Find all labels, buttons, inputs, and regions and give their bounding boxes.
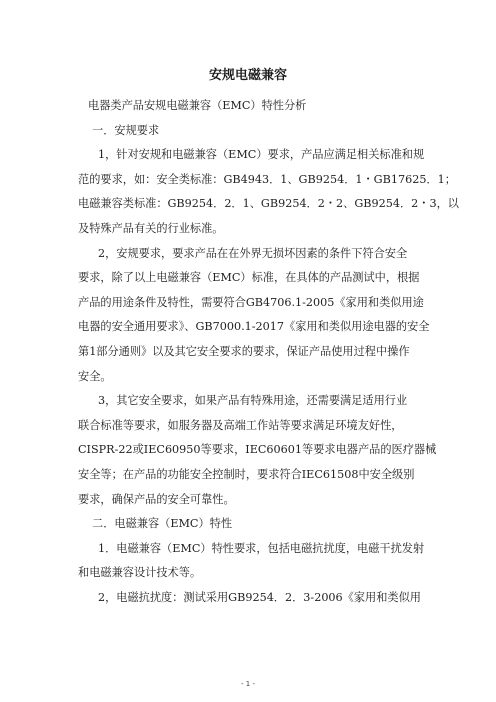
text-line: 及特殊产品有关的行业标准。 bbox=[78, 221, 224, 235]
text-line: 电器类产品安规电磁兼容（EMC）特性分析 bbox=[88, 99, 307, 112]
text-line: 第1部分通则》以及其它安全要求的要求，保证产品使用过程中操作 bbox=[78, 344, 410, 358]
section-heading: 二．电磁兼容（EMC）特性 bbox=[92, 517, 233, 531]
text-line: CISPR-22或IEC60950等要求，IEC60601等要求电器产品的医疗器械 bbox=[78, 443, 437, 457]
text-line: 1，针对安规和电磁兼容（EMC）要求，产品应满足相关标准和规 bbox=[98, 148, 425, 162]
body-text bbox=[78, 94, 459, 610]
page-number: - 1 - bbox=[241, 680, 255, 688]
text-line: 1．电磁兼容（EMC）特性要求，包括电磁抗扰度，电磁干扰发射 bbox=[98, 541, 425, 555]
text-line: 范的要求，如：安全类标准：GB4943．1、GB9254．1・GB17625．1； bbox=[78, 172, 456, 186]
text-line: 安全等；在产品的功能安全控制时，要求符合IEC61508中安全级别 bbox=[78, 467, 415, 481]
text-line: 电磁兼容类标准：GB9254．2．1、GB9254．2・2、GB9254．2・3，以 bbox=[78, 197, 459, 211]
text-line: 3，其它安全要求，如果产品有特殊用途，还需要满足适用行业 bbox=[98, 394, 408, 408]
text-line: 产品的用途条件及特性，需要符合GB4706.1-2005《家用和类似用途 bbox=[78, 295, 424, 309]
text-line: 要求，除了以上电磁兼容（EMC）标准，在具体的产品测试中，根据 bbox=[78, 271, 420, 285]
text-line: 安全。 bbox=[78, 369, 112, 383]
document-title: 安规电磁兼容 bbox=[208, 68, 287, 83]
text-line: 要求，确保产品的安全可靠性。 bbox=[78, 492, 235, 506]
text-line: 2，电磁抗扰度：测试采用GB9254．2．3-2006《家用和类似用 bbox=[98, 590, 421, 604]
text-line: 联合标准等要求，如服务器及高端工作站等要求满足环境友好性， bbox=[78, 418, 403, 432]
text-line: 2，安规要求，要求产品在在外界无损坏因素的条件下符合安全 bbox=[98, 246, 408, 260]
text-line: 电器的安全通用要求》、GB7000.1-2017《家用和类似用途电器的安全 bbox=[78, 320, 430, 334]
section-heading: 一．安规要求 bbox=[92, 123, 160, 137]
text-line: 和电磁兼容设计技术等。 bbox=[78, 566, 202, 580]
